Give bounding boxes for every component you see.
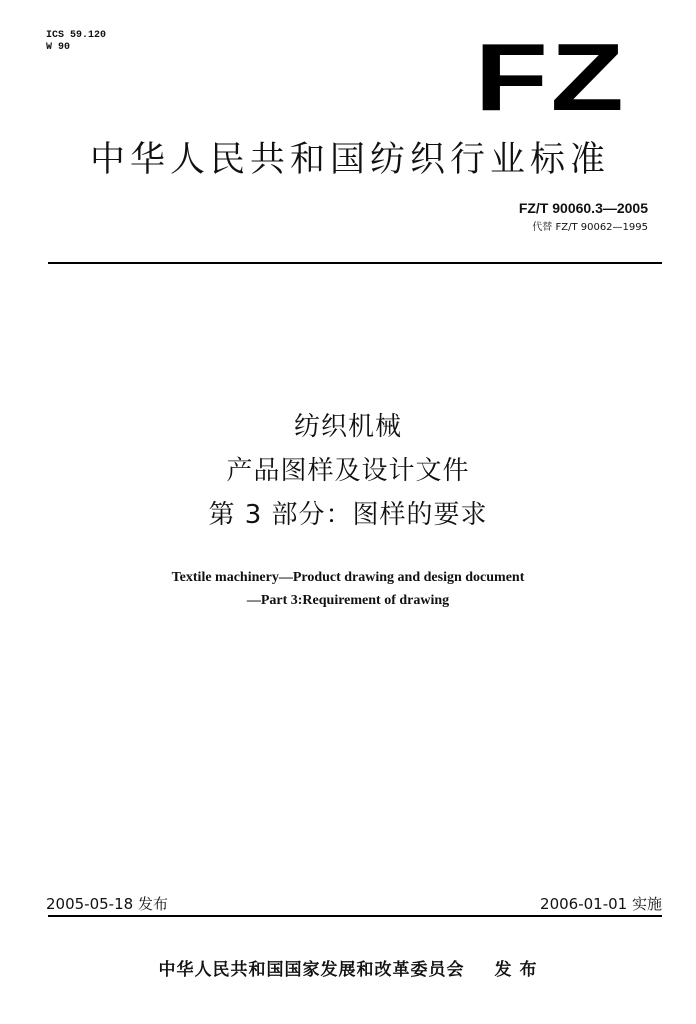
bottom-divider — [48, 915, 662, 917]
english-title-line-1: Textile machinery—Product drawing and design document — [171, 570, 525, 585]
replaces-standard: 代替 FZ/T 90062—1995 — [532, 222, 648, 233]
title-line-1: 纺织机械 — [293, 412, 402, 442]
issuer-name: 中华人民共和国国家发展和改革委员会 — [158, 960, 465, 980]
fz-logo: FZ — [474, 24, 626, 131]
category-code: W 90 — [46, 42, 71, 53]
implementation-date: 2006-01-01 实施 — [540, 895, 662, 913]
document-meta — [46, 30, 106, 54]
ics-code: ICS 59.120 — [46, 30, 107, 41]
title-line-2: 产品图样及设计文件 — [226, 456, 470, 486]
top-divider — [48, 262, 662, 264]
title-line-3: 第 3 部分：图样的要求 — [208, 500, 488, 530]
english-title-line-2: —Part 3:Requirement of drawing — [246, 593, 450, 608]
issue-date: 2005-05-18 发布 — [46, 895, 168, 913]
issuer-action: 发 布 — [494, 960, 538, 980]
standard-number: FZ/T 90060.3—2005 — [518, 200, 648, 216]
issuer-line — [0, 955, 696, 980]
organization-title: 中华人民共和国纺织行业标准 — [89, 140, 610, 180]
english-title — [0, 566, 696, 612]
document-title — [0, 405, 696, 537]
